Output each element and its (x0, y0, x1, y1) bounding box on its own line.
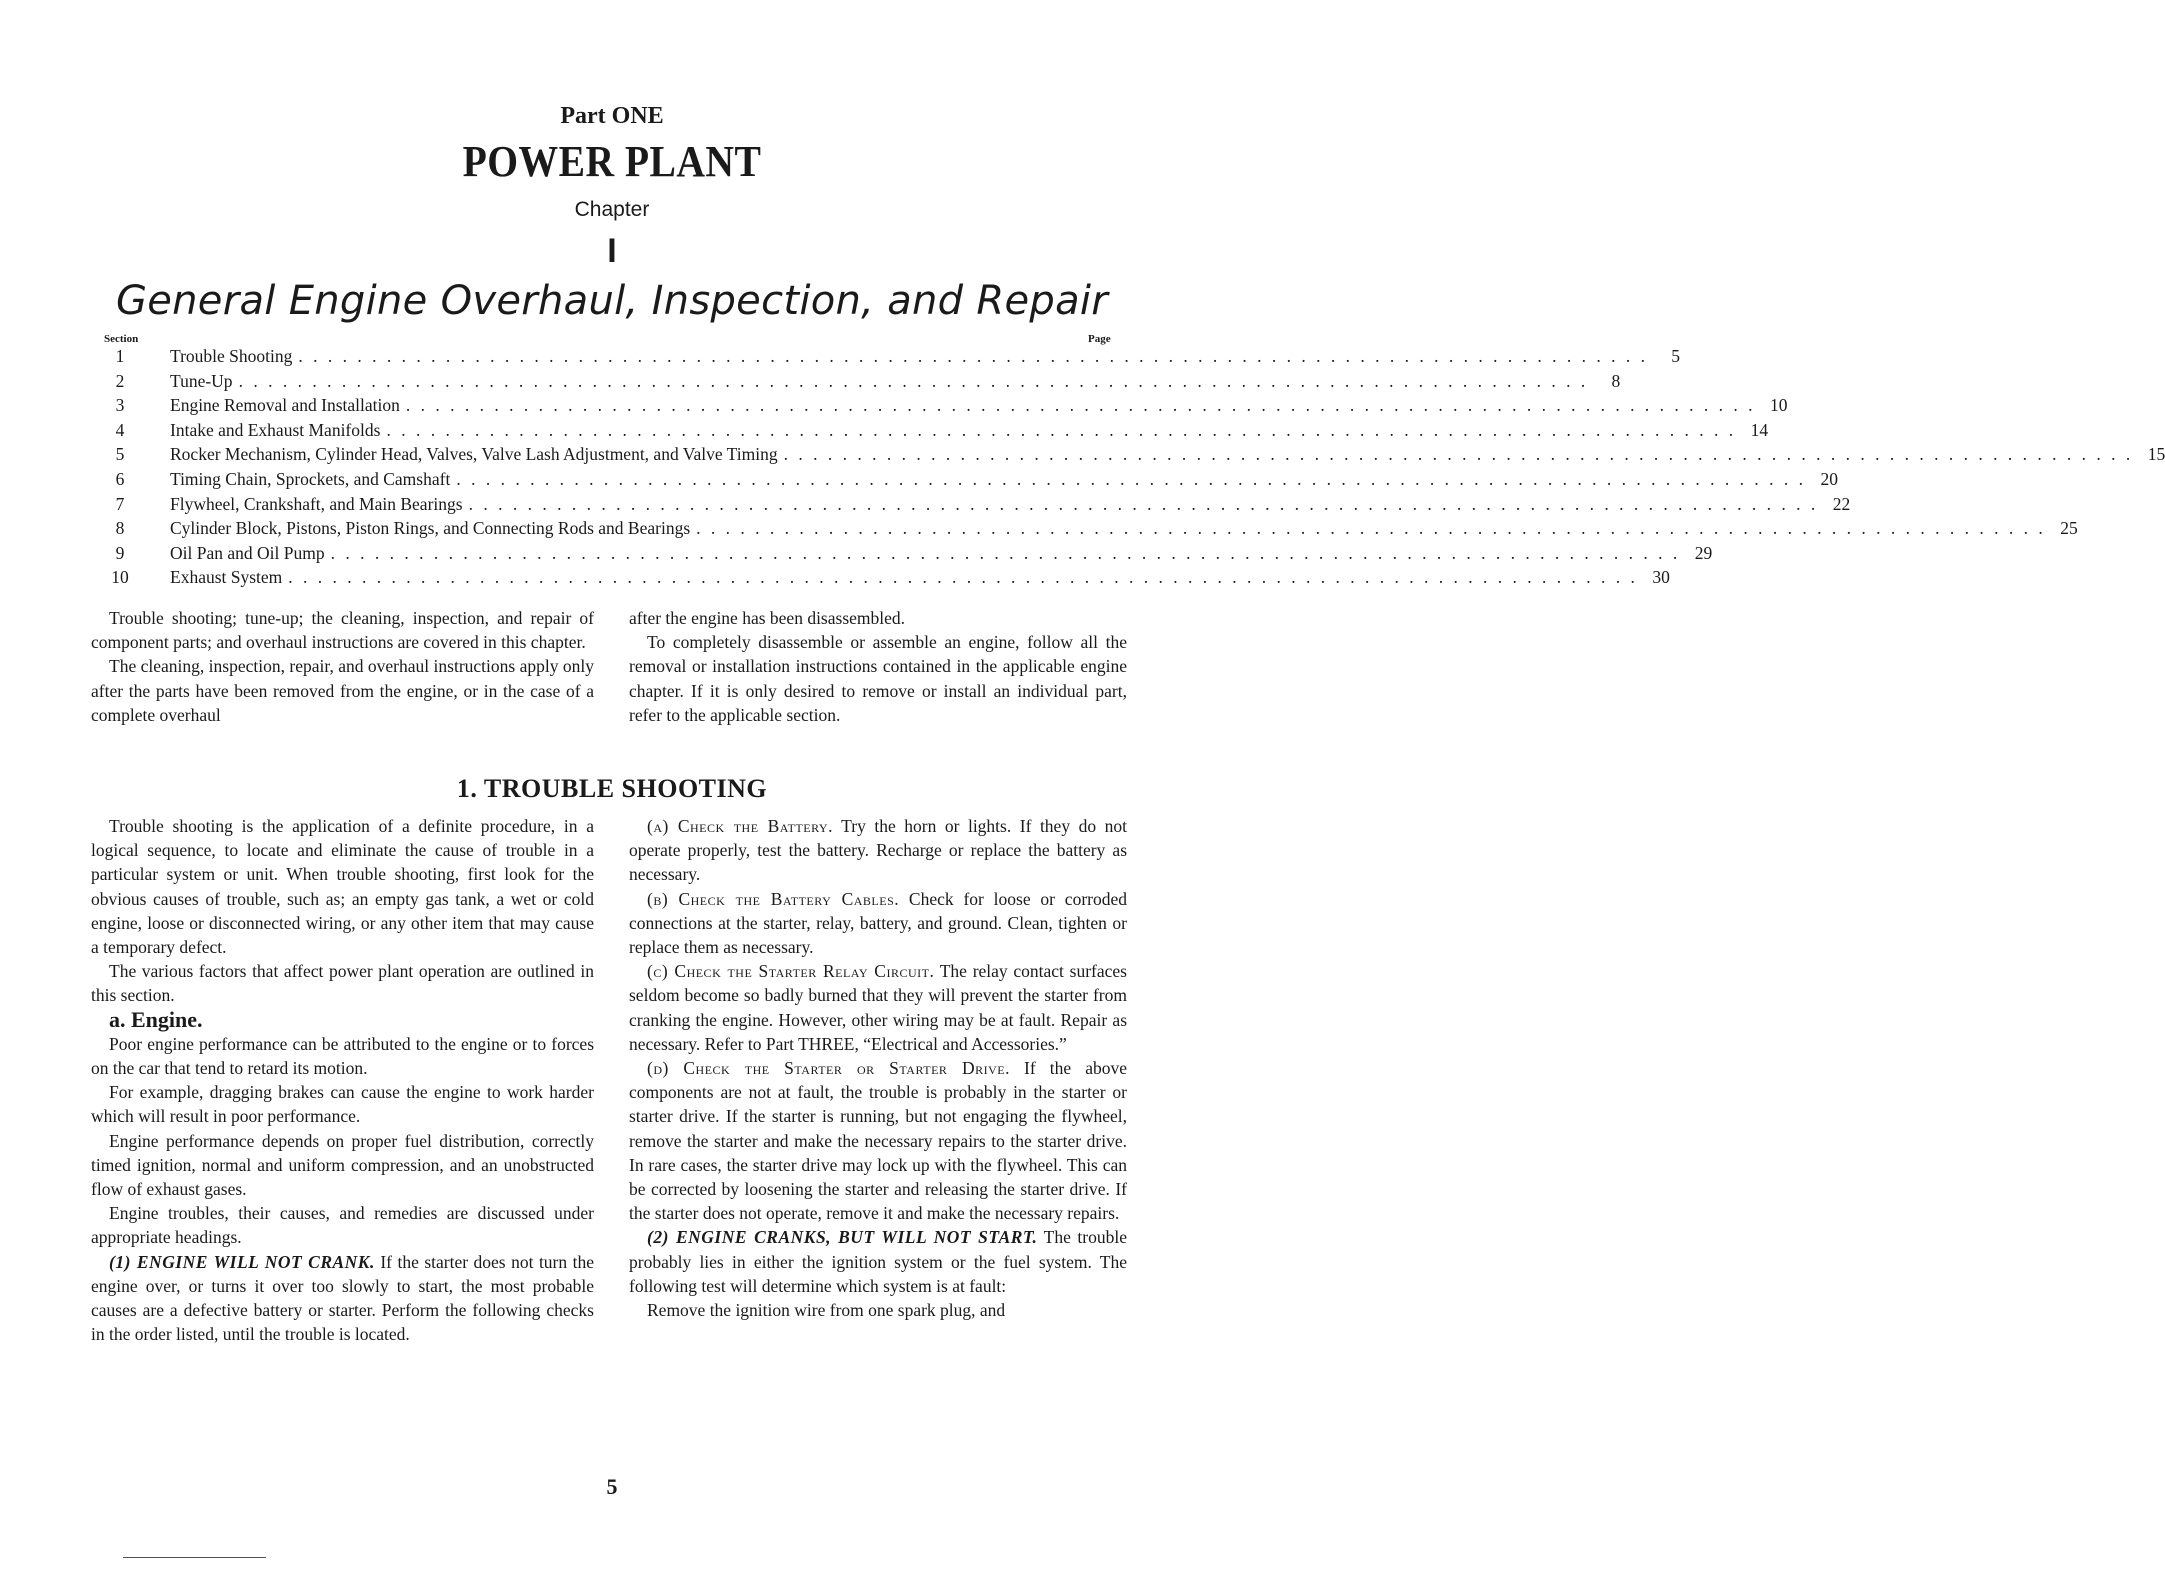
toc-page: 10 (1770, 395, 1788, 416)
section-right-column (629, 814, 1127, 1322)
body-paragraph (629, 959, 1127, 1056)
subsection-heading: a. Engine. (109, 1006, 203, 1032)
toc-num: 2 (115, 370, 125, 391)
chapter-title: General Engine Overhaul, Inspection, and Repair (115, 278, 1109, 324)
item-text: Check for loose or corroded connections at the starter, relay, battery, and ground. Clean, tighten or replace them as necessary. (629, 888, 1127, 958)
body-paragraph: Poor engine performance can be attributed to the engine or to forces on the car that tend to retard its motion. (91, 1033, 594, 1079)
toc-page: 30 (1652, 567, 1670, 588)
toc-page: 8 (1611, 370, 1621, 391)
toc-leader: . . . . . . . . . . . . . . . . . . . . . . . . . . . . . . . . . . . . . . . . . . . . . . . . . . . . . . . . . . . . . . . . . . . . . . . . . . . . . . . . . . . . . . . . . . . . (330, 542, 1681, 563)
toc-title: Trouble Shooting (170, 346, 293, 366)
toc-row (100, 567, 1670, 592)
item-label: (a) Check the Battery. (647, 816, 833, 836)
toc-title: Tune-Up (170, 370, 233, 391)
toc-row (100, 493, 1851, 519)
footnote-rule (123, 1557, 266, 1558)
body-paragraph (629, 1056, 1127, 1225)
toc-num: 9 (115, 542, 125, 563)
item-label: (d) Check the Starter or Starter Drive. (647, 1058, 1010, 1079)
toc-num: 10 (111, 567, 129, 588)
item-label: (2) ENGINE CRANKS, BUT WILL NOT START. (647, 1227, 1038, 1248)
table-of-contents (100, 346, 2165, 592)
body-paragraph: The various factors that affect power plant operation are outlined in this section. (91, 961, 594, 1006)
toc-page: 5 (1671, 346, 1680, 366)
toc-title: Intake and Exhaust Manifolds (170, 419, 381, 440)
chapter-number: I (607, 232, 617, 270)
part-label: Part ONE (560, 103, 664, 129)
toc-leader: . . . . . . . . . . . . . . . . . . . . . . . . . . . . . . . . . . . . . . . . . . . . . . . . . . . . . . . . . . . . . . . . . . . . . . . . . . . . . . . . . . . . . . . . . . . . (405, 395, 1756, 416)
body-paragraph: For example, dragging brakes can cause the engine to work harder which will result in poor performance. (91, 1082, 594, 1127)
toc-row (100, 468, 1838, 494)
toc-row (100, 419, 1769, 445)
body-paragraph: Engine performance depends on proper fuel distribution, correctly timed ignition, normal and uniform compression, and an unobstructed flow of exhaust gases. (91, 1130, 594, 1200)
intro-paragraph: after the engine has been disassembled. (629, 608, 906, 628)
toc-leader: . . . . . . . . . . . . . . . . . . . . . . . . . . . . . . . . . . . . . . . . . . . . . . . . . . . . . . . . . . . . . . . . . . . . . . . . . . . . . . . . . . . . . . . . . . . . (288, 567, 1638, 588)
toc-leader: . . . . . . . . . . . . . . . . . . . . . . . . . . . . . . . . . . . . . . . . . . . . . . . . . . . . . . . . . . . . . . . . . . . . . . . . . . . . . . . . . . . . . . . . . . . . (468, 493, 1819, 514)
intro-paragraph: To completely disassemble or assemble an engine, follow all the removal or installation instructions contained in the applicable engine chapter. If it is only desired to remove or install an individual part, refer to the applicable section. (629, 632, 1127, 725)
toc-section-label: Section (104, 333, 139, 345)
intro-paragraph: The cleaning, inspection, repair, and overhaul instructions apply only after the parts have been removed from the engine, or in the case of a complete overhaul (91, 656, 594, 725)
toc-num: 4 (115, 419, 125, 440)
toc-title: Rocker Mechanism, Cylinder Head, Valves, Valve Lash Adjustment, and Valve Timing (170, 444, 778, 465)
intro-right-column (629, 606, 1127, 727)
item-text: The relay contact surfaces seldom become so badly burned that they will prevent the starter from cranking the engine. However, other wiring may be at fault. Repair as necessary. Refer to Part THREE, “Electrical and Accessories.” (629, 961, 1127, 1054)
toc-page: 22 (1832, 493, 1851, 514)
body-paragraph: Remove the ignition wire from one spark plug, and (647, 1300, 1006, 1321)
toc-leader: . . . . . . . . . . . . . . . . . . . . . . . . . . . . . . . . . . . . . . . . . . . . . . . . . . . . . . . . . . . . . . . . . . . . . . . . . . . . . . . . . . . . . . . . . . . . (386, 419, 1737, 440)
toc-title: Timing Chain, Sprockets, and Camshaft (170, 468, 451, 489)
toc-leader: . . . . . . . . . . . . . . . . . . . . . . . . . . . . . . . . . . . . . . . . . . . . . . . . . . . . . . . . . . . . . . . . . . . . . . . . . . . . . . . . . . . . . . . . . . . . (238, 370, 1589, 391)
toc-num: 3 (115, 395, 125, 416)
item-text: If the starter does not turn the engine over, or turns it over too slowly to start, the most probable causes are a defective battery or starter. Perform the following checks in the order listed, until the trouble is located. (91, 1251, 594, 1345)
page-number: 5 (606, 1474, 618, 1499)
toc-page: 25 (2060, 518, 2078, 539)
toc-num: 6 (115, 468, 125, 489)
page-title: POWER PLANT (462, 137, 762, 186)
body-paragraph: Engine troubles, their causes, and remedies are discussed under appropriate headings. (91, 1203, 594, 1248)
toc-page: 29 (1694, 542, 1713, 563)
toc-row (100, 444, 2165, 469)
toc-leader: . . . . . . . . . . . . . . . . . . . . . . . . . . . . . . . . . . . . . . . . . . . . . . . . . . . . . . . . . . . . . . . . . . . . . . . . . . . . . . . . . . . . . . . . . . . . (696, 518, 2046, 539)
intro-left-column (91, 606, 594, 727)
item-text: If the above components are not at fault, the trouble is probably in the starter or starter drive. If the starter is running, but not engaging the flywheel, remove the starter and make the necessary repairs to the starter drive. In rare cases, the starter drive may lock up with the flywheel. This can be corrected by loosening the starter and releasing the starter drive. If the starter does not operate, remove it and make the necessary repairs. (629, 1058, 1127, 1224)
toc-leader: . . . . . . . . . . . . . . . . . . . . . . . . . . . . . . . . . . . . . . . . . . . . . . . . . . . . . . . . . . . . . . . . . . . . . . . . . . . . . . . . . . . . . . . . . . . . (298, 346, 1648, 366)
body-paragraph (91, 1250, 594, 1347)
intro-paragraph: Trouble shooting; tune-up; the cleaning, inspection, and repair of component parts; and overhaul instructions are covered in this chapter. (91, 608, 594, 653)
toc-row (100, 395, 1788, 420)
item-label: (1) ENGINE WILL NOT CRANK. (109, 1251, 375, 1272)
toc-row (100, 518, 2078, 543)
toc-leader: . . . . . . . . . . . . . . . . . . . . . . . . . . . . . . . . . . . . . . . . . . . . . . . . . . . . . . . . . . . . . . . . . . . . . . . . . . . . . . . . . . . . . . . . . . . . (783, 444, 2134, 465)
toc-page: 15 (2147, 444, 2165, 465)
toc-num: 1 (115, 346, 125, 366)
item-label: (b) Check the Battery Cables. (647, 888, 900, 909)
toc-title: Oil Pan and Oil Pump (170, 542, 325, 563)
toc-row (100, 542, 1713, 568)
toc-page-label: Page (1088, 333, 1111, 345)
toc-num: 5 (115, 444, 125, 465)
item-label: (c) Check the Starter Relay Circuit. (647, 961, 935, 982)
toc-title: Engine Removal and Installation (170, 395, 400, 416)
toc-row (100, 370, 1621, 396)
toc-num: 8 (115, 518, 125, 539)
toc-page: 20 (1820, 468, 1838, 489)
toc-num: 7 (115, 493, 125, 514)
body-paragraph (629, 887, 1127, 960)
toc-title: Cylinder Block, Pistons, Piston Rings, and Connecting Rods and Bearings (170, 518, 691, 539)
body-paragraph (629, 814, 1127, 887)
toc-title: Exhaust System (170, 567, 283, 588)
toc-row (100, 346, 1680, 371)
item-text: The trouble probably lies in either the ignition system or the fuel system. The following test will determine which system is at fault: (629, 1227, 1128, 1296)
chapter-label: Chapter (574, 198, 650, 221)
body-paragraph: Trouble shooting is the application of a definite procedure, in a logical sequence, to locate and eliminate the cause of trouble in a particular system or unit. When trouble shooting, first look for the obvious causes of trouble, such as; an empty gas tank, a wet or cold engine, loose or disconnected wiring, or any other item that may cause a temporary defect. (91, 816, 594, 958)
item-text: Try the horn or lights. If they do not operate properly, test the battery. Recharge or replace the battery as necessary. (629, 816, 1127, 885)
section-left-column (91, 814, 594, 1346)
toc-page: 14 (1750, 419, 1769, 440)
body-paragraph (629, 1225, 1127, 1298)
toc-leader: . . . . . . . . . . . . . . . . . . . . . . . . . . . . . . . . . . . . . . . . . . . . . . . . . . . . . . . . . . . . . . . . . . . . . . . . . . . . . . . . . . . . . . . . . . . . (456, 468, 1806, 489)
section-heading: 1. TROUBLE SHOOTING (456, 774, 768, 803)
toc-title: Flywheel, Crankshaft, and Main Bearings (170, 493, 463, 514)
